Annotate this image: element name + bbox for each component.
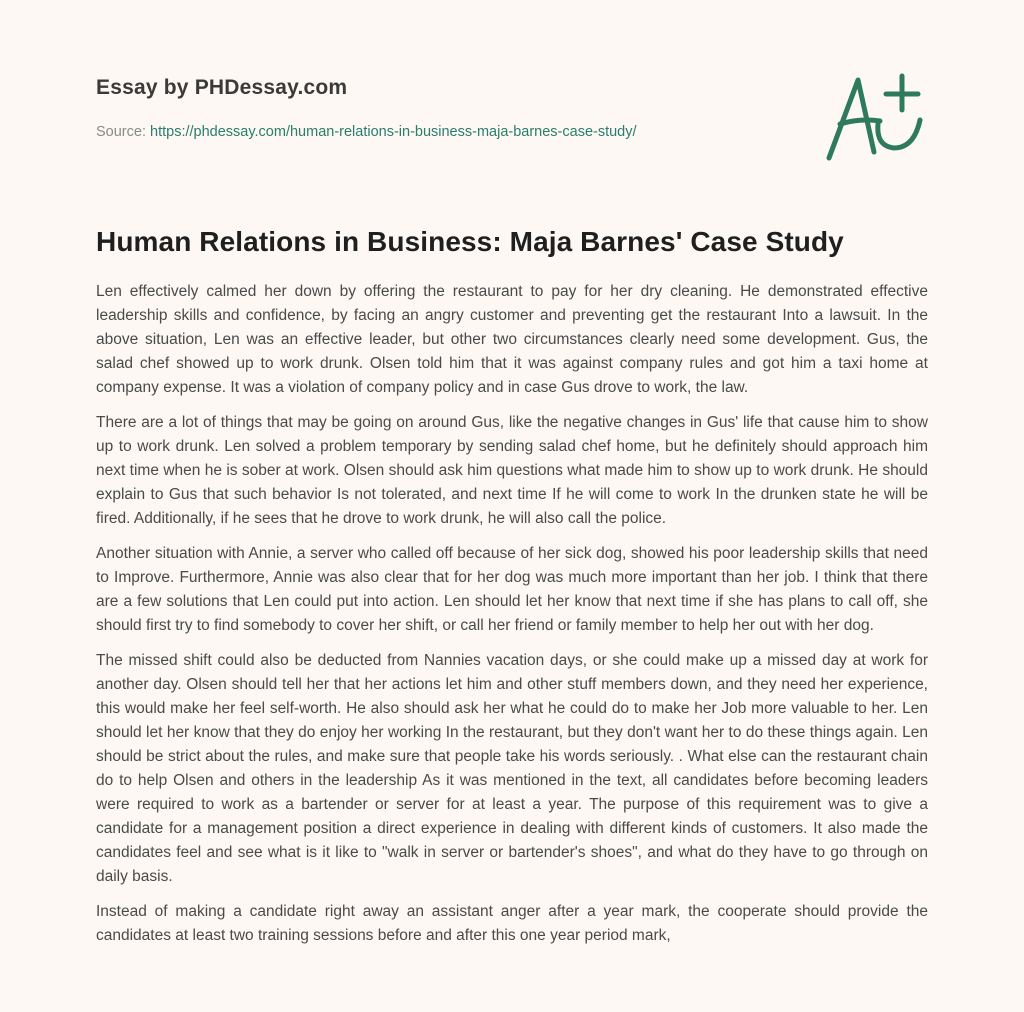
essay-paragraph: Another situation with Annie, a server who called off because of her sick dog, showed his poor leadership skills that need to Improve. Furthermore, Annie was also clear that for her dog was much more important than her job. I think that there are a few solutions that Len could put into action. Len should let her know that next time if she has plans to call off, she should first try to find somebody to cover her shift, or call her friend or family member to help her out with her dog. (96, 545, 928, 634)
essay-paragraph: The missed shift could also be deducted from Nannies vacation days, or she could make up a missed day at work for another day. Olsen should tell her that her actions let him and other stuff members down, and they need her experience, this would make her feel self-worth. He also should ask her what he could do to make her Job more valuable to her. Len should let her know that they do enjoy her working In the restaurant, but they don't want her to do these things again. Len should be strict about the rules, and make sure that people take his words seriously. . What else can the restaurant chain do to help Olsen and others in the leadership As it was mentioned in the text, all candidates before becoming leaders were required to work as a bartender or server for at least a year. The purpose of this requirement was to give a candidate for a management position a direct experience in dealing with different kinds of customers. It also made the candidates feel and see what is it like to "walk in server or bartender's shoes", and what do they have to go through on daily basis. (96, 652, 928, 885)
page-header (96, 76, 736, 140)
essay-paragraph: There are a lot of things that may be going on around Gus, like the negative changes in Gus' life that cause him to show up to work drunk. Len solved a problem temporary by sending salad chef home, but he definitely should approach him next time when he is sober at work. Olsen should ask him questions what made him to show up to work drunk. He should explain to Gus that such behavior Is not tolerated, and next time If he will come to work In the drunken state he will be fired. Additionally, if he sees that he drove to work drunk, he will also call the police. (96, 414, 928, 527)
source-line (96, 124, 736, 140)
source-label: Source: (96, 124, 146, 140)
essay-body (96, 226, 928, 959)
essay-title: Human Relations in Business: Maja Barnes' Case Study (96, 226, 844, 257)
essay-paragraph: Len effectively calmed her down by offering the restaurant to pay for her dry cleaning. He demonstrated effective leadership skills and confidence, by facing an angry customer and preventing get the restaurant Into a lawsuit. In the above situation, Len was an effective leader, but other two circumstances clearly need some development. Gus, the salad chef showed up to work drunk. Olsen told him that it was against company rules and got him a taxi home at company expense. It was a violation of company policy and in case Gus drove to work, the law. (96, 283, 928, 396)
essay-paragraph: Instead of making a candidate right away an assistant anger after a year mark, the cooperate should provide the candidates at least two training sessions before and after this one year period mark, (96, 903, 928, 944)
a-plus-grade-logo-icon (820, 66, 930, 166)
source-link[interactable]: https://phdessay.com/human-relations-in-business-maja-barnes-case-study/ (150, 124, 637, 140)
site-title: Essay by PHDessay.com (96, 76, 348, 99)
